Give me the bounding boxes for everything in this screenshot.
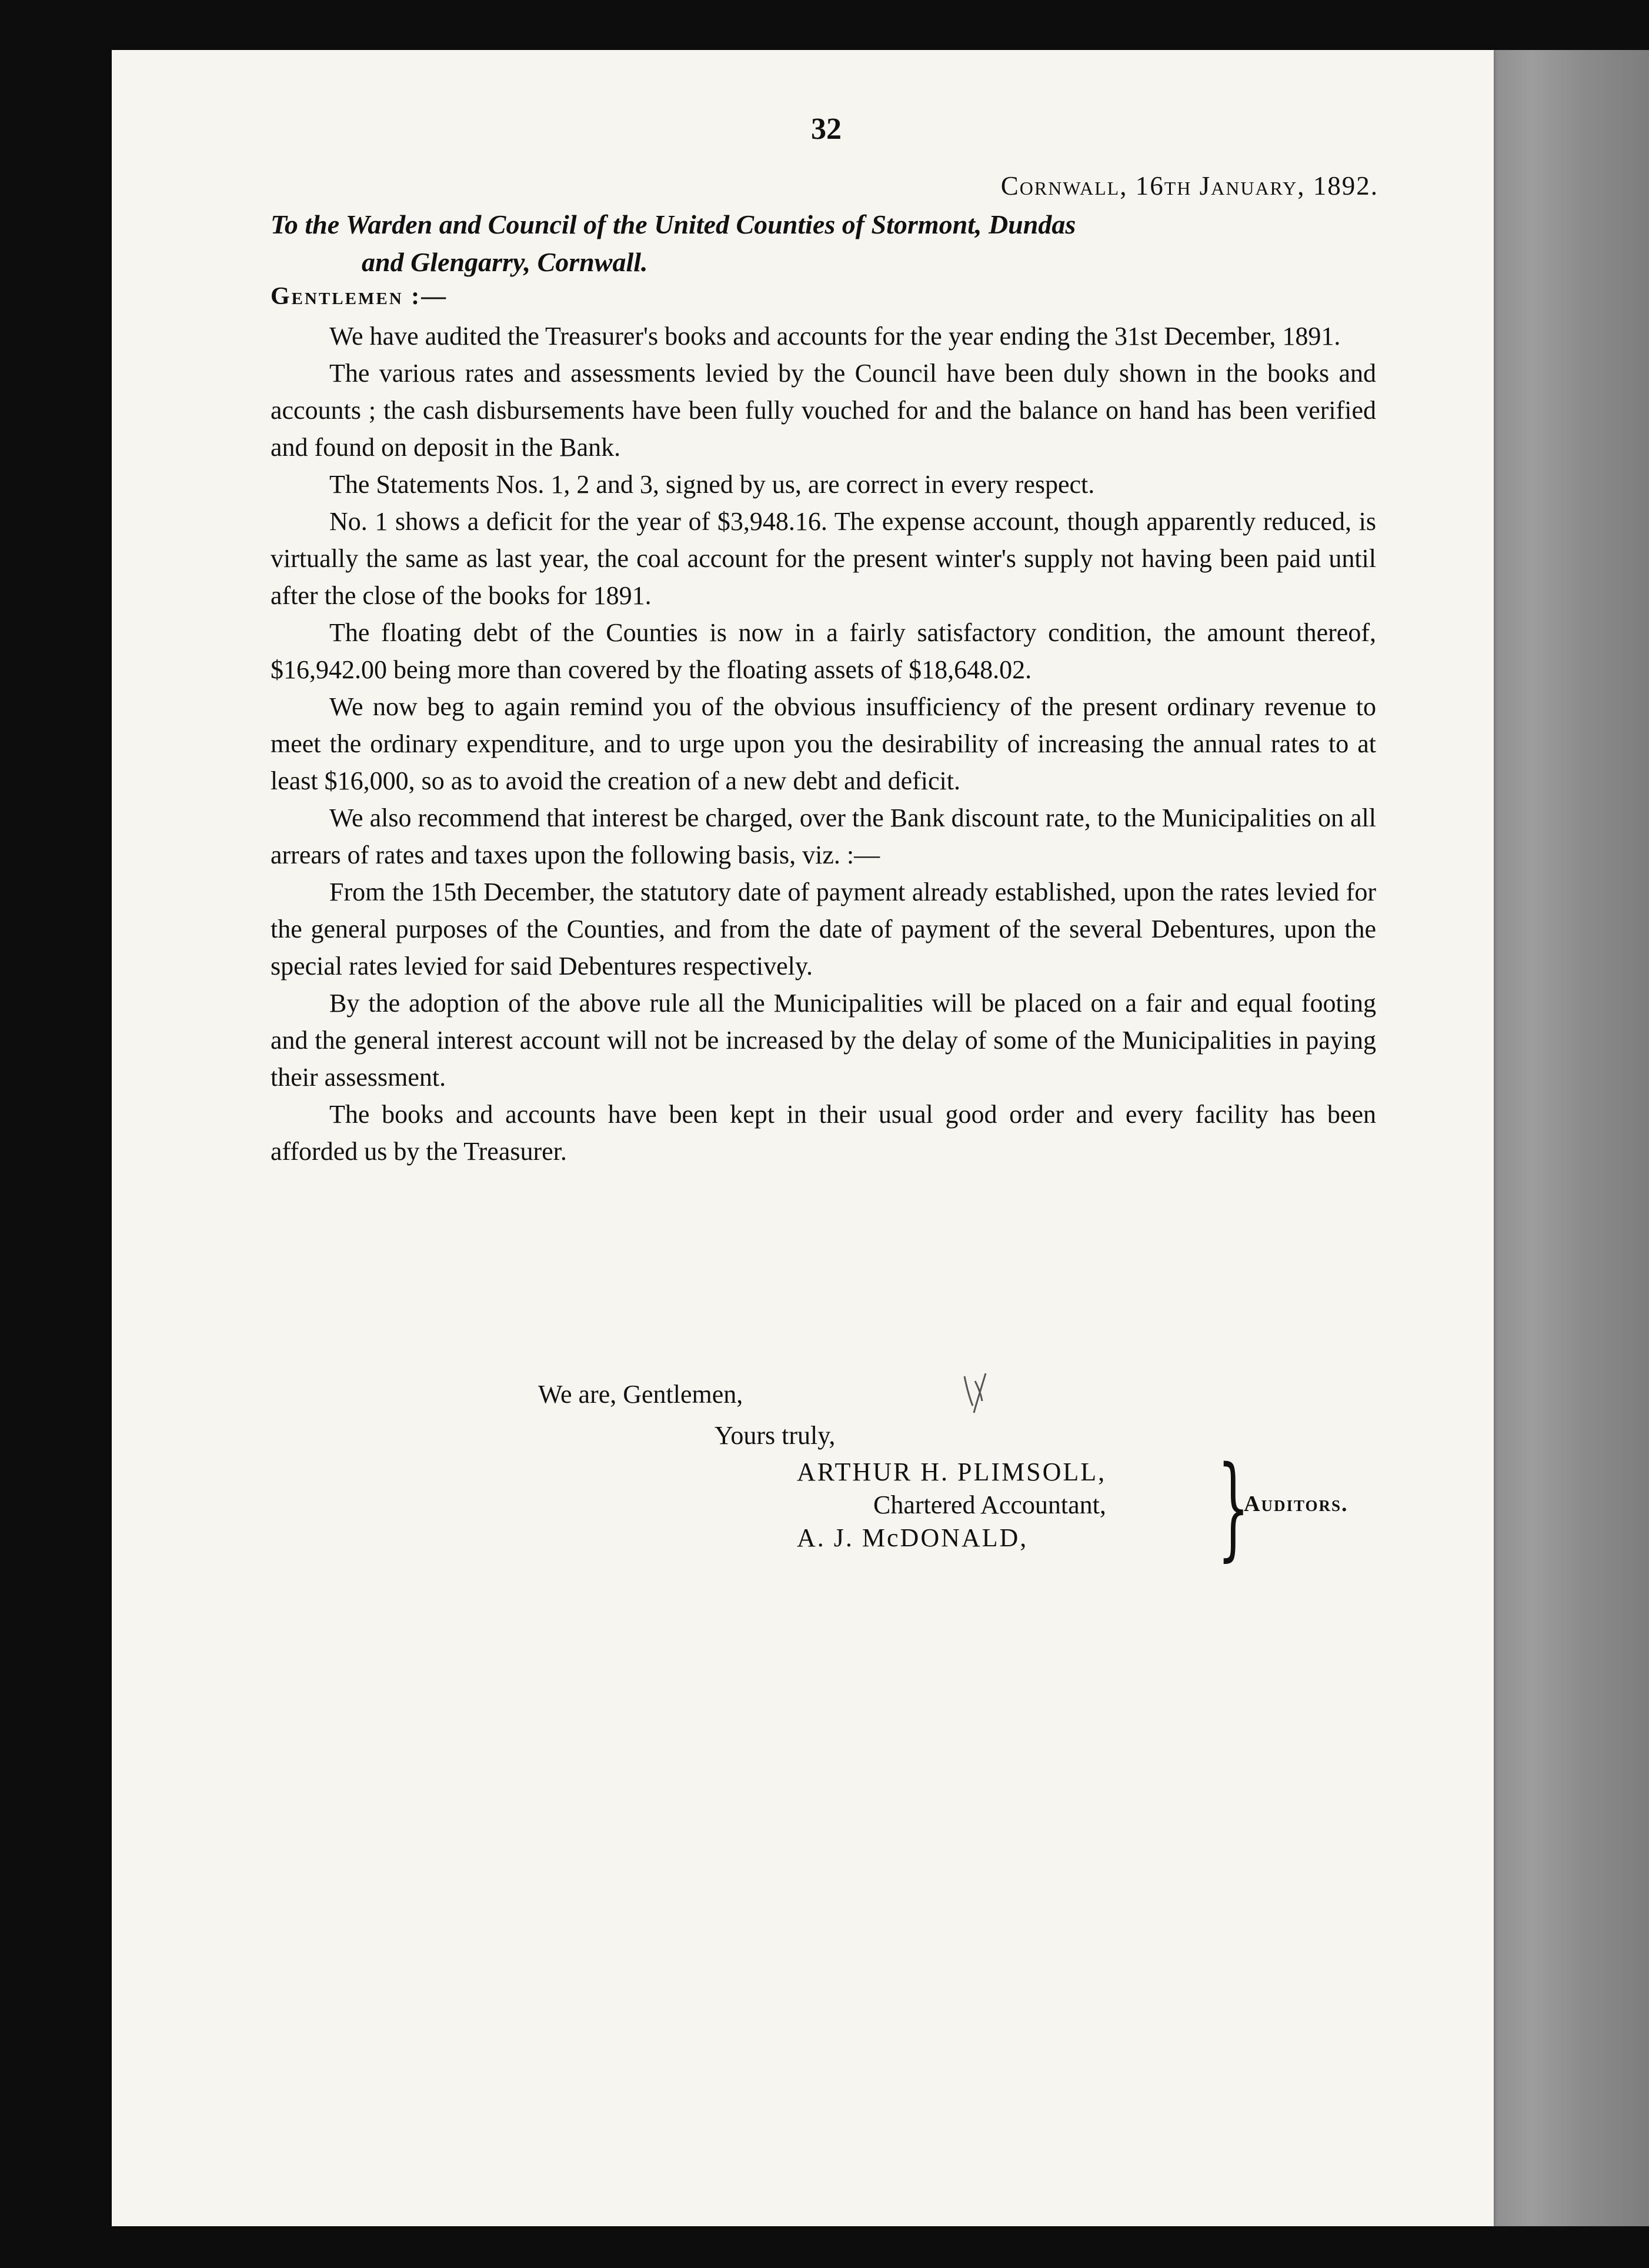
body-paragraph: No. 1 shows a deficit for the year of $3,948.16. The expense account, though apparently reduced, is virtually the same as last year, the coal account for the present winter's supply not having been paid until after the close of the books for 1891.	[271, 507, 1376, 610]
letter-body	[271, 318, 1376, 1170]
body-paragraph: We now beg to again remind you of the obvious insufficiency of the present ordinary revenue to meet the ordinary expenditure, and to urge upon you the desirability of increasing the annual rates to at least $16,000, so as to avoid the creation of a new debt and deficit.	[271, 692, 1376, 795]
closing-line-1: We are, Gentlemen,	[538, 1380, 743, 1409]
body-paragraph: By the adoption of the above rule all the Municipalities will be placed on a fair and equal footing and the general interest account will not be increased by the delay of some of the Municipalities in paying their assessment.	[271, 989, 1376, 1092]
letter-dateline: Cornwall, 16th January, 1892.	[1000, 171, 1378, 201]
letter-salutation: Gentlemen :—	[271, 283, 448, 310]
adjacent-page-edge	[1482, 50, 1649, 2226]
signer-2-name: A. J. McDONALD,	[797, 1523, 1029, 1552]
body-paragraph: The Statements Nos. 1, 2 and 3, signed by us, are correct in every respect.	[329, 470, 1095, 499]
letter-address	[271, 206, 1376, 281]
pencil-check-mark	[959, 1370, 994, 1418]
address-line-2: and Glengarry, Cornwall.	[362, 247, 648, 277]
body-paragraph: From the 15th December, the statutory date of payment already established, upon the rates levied for the general purposes of the Counties, and from the date of payment of the several Debentures, upon the special rates levied for said Debentures respectively.	[271, 878, 1376, 980]
address-line-1: To the Warden and Council of the United Counties of Stormont, Dundas	[271, 209, 1076, 239]
signer-1-name: ARTHUR H. PLIMSOLL,	[797, 1457, 1107, 1486]
body-paragraph: The books and accounts have been kept in their usual good order and every facility has been afforded us by the Treasurer.	[271, 1100, 1376, 1166]
body-paragraph: The various rates and assessments levied by the Council have been duly shown in the books and accounts ; the cash disbursements have been fully vouched for and the balance on hand has been verified and found on deposit in the Bank.	[271, 359, 1376, 462]
body-paragraph: We also recommend that interest be charged, over the Bank discount rate, to the Municipalities on all arrears of rates and taxes upon the following basis, viz. :—	[271, 803, 1376, 869]
page-number: 32	[811, 112, 842, 146]
signature-block	[797, 1456, 1106, 1555]
signers-role: Auditors.	[1244, 1492, 1348, 1516]
body-paragraph: We have audited the Treasurer's books and accounts for the year ending the 31st December, 1891.	[329, 322, 1341, 351]
body-paragraph: The floating debt of the Counties is now in a fairly satisfactory condition, the amount thereof, $16,942.00 being more than covered by the floating assets of $18,648.02.	[271, 618, 1376, 684]
closing-line-2: Yours truly,	[715, 1421, 836, 1450]
right-brace-icon: }	[1217, 1442, 1250, 1572]
signer-1-title: Chartered Accountant,	[873, 1490, 1106, 1519]
